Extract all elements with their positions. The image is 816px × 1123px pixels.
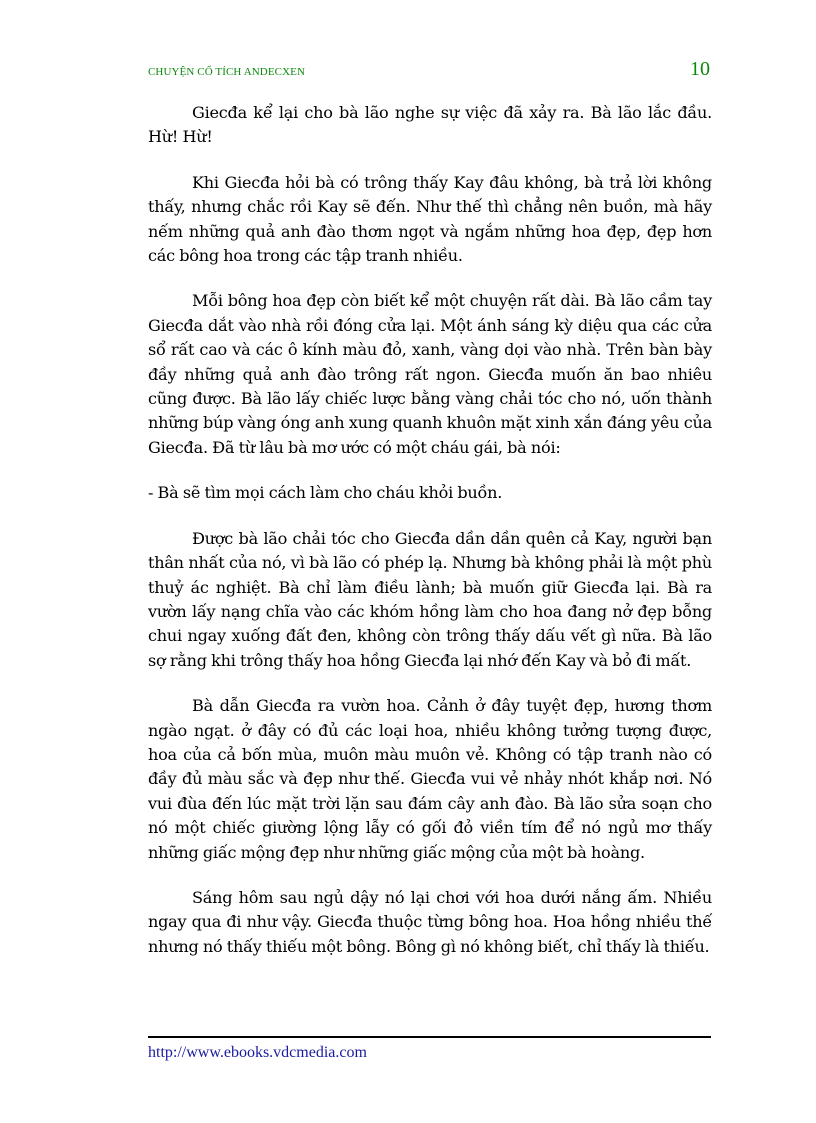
book-title: CHUYỆN CỔ TÍCH ANDECXEN (148, 66, 306, 78)
footer-divider (148, 1036, 711, 1038)
paragraph: Mỗi bông hoa đẹp còn biết kể một chuyện rất dài. Bà lão cầm tay Giecđa dắt vào nhà rồi đóng cửa lại. Một ánh sáng kỳ diệu qua các cửa sổ rất cao và các ô kính màu đỏ, xanh, vàng dọi vào nhà. Trên bàn bày đầy những quả anh đào trông rất ngon. Giecđa muốn ăn bao nhiêu cũng được. Bà lão lấy chiếc lược bằng vàng chải tóc cho nó, uốn thành những búp vàng óng anh xung quanh khuôn mặt xinh xắn đáng yêu của Giecđa. Đã từ lâu bà mơ ước có một cháu gái, bà nói: (148, 291, 712, 457)
page-header (148, 58, 712, 84)
dialogue-line: - Bà sẽ tìm mọi cách làm cho cháu khỏi buồn. (148, 483, 503, 503)
story-body (148, 101, 712, 980)
paragraph: Được bà lão chải tóc cho Giecđa dần dần quên cả Kay, người bạn thân nhất của nó, vì bà lão có phép lạ. Nhưng bà không phải là một phù thuỷ ác nghiệt. Bà chỉ làm điều lành; bà muốn giữ Giecđa lại. Bà ra vườn lấy nạng chĩa vào các khóm hồng làm cho hoa đang nở đẹp bỗng chui ngay xuống đất đen, không còn trông thấy dấu vết gì nữa. Bà lão sợ rằng khi trông thấy hoa hồng Giecđa lại nhớ đến Kay và bỏ đi mất. (148, 528, 712, 670)
page-number: 10 (690, 58, 710, 80)
paragraph: Bà dẫn Giecđa ra vườn hoa. Cảnh ở đây tuyệt đẹp, hương thơm ngào ngạt. ở đây có đủ các loại hoa, nhiều không tưởng tượng được, hoa của cả bốn mùa, muôn màu muôn vẻ. Không có tập tranh nào có đầy đủ màu sắc và đẹp như thế. Giecđa vui vẻ nhảy nhót khắp nơi. Nó vui đùa đến lúc mặt trời lặn sau đám cây anh đào. Bà lão sửa soạn cho nó một chiếc giường lộng lẫy có gối đỏ viền tím để nó ngủ mơ thấy những giấc mộng đẹp như những giấc mộng của một bà hoàng. (148, 696, 712, 862)
paragraph: Giecđa kể lại cho bà lão nghe sự việc đã xảy ra. Bà lão lắc đầu. Hừ! Hừ! (148, 103, 712, 147)
paragraph: Sáng hôm sau ngủ dậy nó lại chơi với hoa dưới nắng ấm. Nhiều ngay qua đi như vậy. Giecđa thuộc từng bông hoa. Hoa hồng nhiều thế nhưng nó thấy thiếu một bông. Bông gì nó không biết, chỉ thấy là thiếu. (148, 887, 712, 956)
footer-website-link[interactable]: http://www.ebooks.vdcmedia.com (148, 1044, 367, 1061)
paragraph: Khi Giecđa hỏi bà có trông thấy Kay đâu không, bà trả lời không thấy, nhưng chắc rồi Kay sẽ đến. Như thế thì chẳng nên buồn, mà hãy nếm những quả anh đào thơm ngọt và ngắm những hoa đẹp, đẹp hơn các bông hoa trong các tập tranh nhiều. (148, 172, 712, 266)
